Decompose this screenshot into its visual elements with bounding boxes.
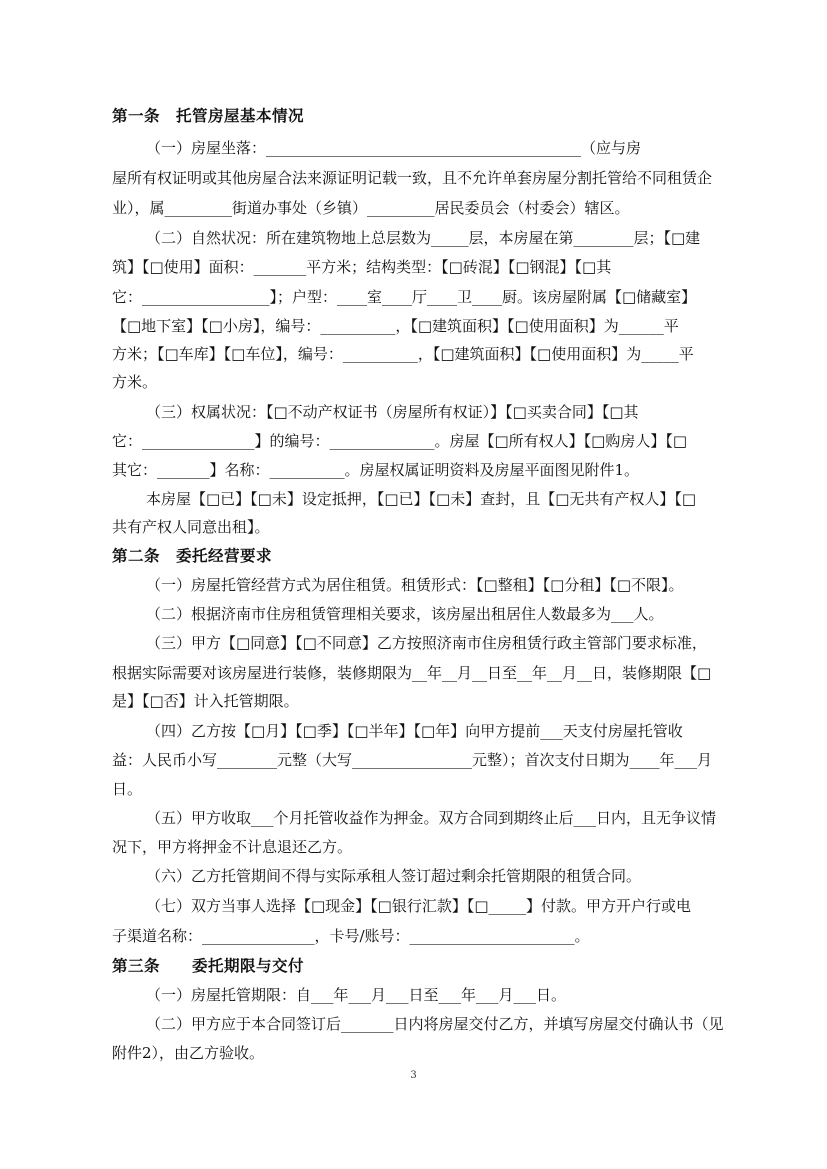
article-1-line: 方米；【□车库】【□车位】，编号：__________，【□建筑面积】【□使用面积】为_____平 (112, 345, 694, 363)
article-2-line: （一）房屋托管经营方式为居住租赁。租赁形式：【□整租】【□分租】【□不限】。 (146, 576, 684, 594)
article-1-line: 共有产权人同意出租】。 (112, 518, 270, 536)
article-1-line: 筑】【□使用】面积：_______平方米；结构类型：【□砖混】【□钢混】【□其 (112, 258, 612, 276)
article-2-line: 况下，甲方将押金不计息退还乙方。 (112, 838, 353, 856)
article-2-line: （六）乙方托管期间不得与实际承租人签订超过剩余托管期限的租赁合同。 (146, 867, 642, 885)
article-3-line: （一）房屋托管期限：自___年___月___日至___年___月___日。 (146, 986, 567, 1004)
article-2-line: 日。 (112, 780, 143, 798)
article-1-line: （三）权属状况：【□不动产权证书（房屋所有权证）】【□买卖合同】【□其 (146, 403, 639, 421)
article-2-line: 根据实际需要对该房屋进行装修，装修期限为__年__月__日至__年__月__日，装修期限【□ (112, 664, 712, 682)
article-3-line: （二）甲方应于本合同签订后_______日内将房屋交付乙方，并填写房屋交付确认书（见 (146, 1015, 724, 1033)
article-2-line: 子渠道名称：_______________，卡号/账号：______________________。 (112, 927, 590, 945)
article-2-line: （二）根据济南市住房租赁管理相关要求，该房屋出租居住人数最多为___人。 (146, 605, 664, 623)
article-1-line: 方米。 (112, 373, 158, 391)
article-2-line: 益：人民币小写________元整（大写________________元整）；首次支付日期为____年___月 (112, 751, 713, 769)
article-1-line: 本房屋【□已】【□未】设定抵押，【□已】【□未】查封，且【□无共有产权人】【□ (146, 490, 697, 508)
article-1-heading: 第一条 托管房屋基本情况 (112, 106, 305, 125)
article-2-line: （七）双方当事人选择【□现金】【□银行汇款】【□_____】付款。甲方开户行或电 (146, 897, 692, 915)
article-1-line: 业），属_________街道办事处（乡镇）_________居民委员会（村委会）辖区。 (112, 199, 630, 217)
article-1-line: 其它：_______】名称：__________。房屋权属证明资料及房屋平面图见附件1。 (112, 461, 640, 479)
article-3-heading: 第三条 委托期限与交付 (112, 956, 305, 975)
article-1-line: 它：_________________】；户型：____室____厅____卫____厨。该房屋附属【□储藏室】 (112, 288, 697, 306)
article-1-line: 屋所有权证明或其他房屋合法来源证明记载一致，且不允许单套房屋分割托管给不同租赁企 (112, 169, 713, 187)
article-2-line: （四）乙方按【□月】【□季】【□半年】【□年】向甲方提前___天支付房屋托管收 (146, 722, 683, 740)
article-1-line: （一）房屋坐落：__________________________________________（应与房 (146, 139, 642, 157)
article-3-line: 附件2），由乙方验收。 (112, 1044, 265, 1062)
article-1-line: 它：_______________】的编号：______________。房屋【□所有权人】【□购房人】【□ (112, 432, 688, 450)
article-1-line: （二）自然状况：所在建筑物地上总层数为_____层，本房屋在第________层；【□建 (146, 229, 701, 247)
article-2-line: 是】【□否】计入托管期限。 (112, 692, 299, 710)
article-2-heading: 第二条 委托经营要求 (112, 546, 273, 565)
article-2-line: （三）甲方【□同意】【□不同意】乙方按照济南市住房租赁行政主管部门要求标准， (146, 634, 707, 652)
article-1-line: 【□地下室】【□小房】，编号：__________，【□建筑面积】【□使用面积】为______平 (112, 317, 679, 335)
article-2-line: （五）甲方收取___个月托管收益作为押金。双方合同到期终止后___日内，且无争议情 (146, 809, 717, 827)
page-number: 3 (410, 1070, 417, 1081)
